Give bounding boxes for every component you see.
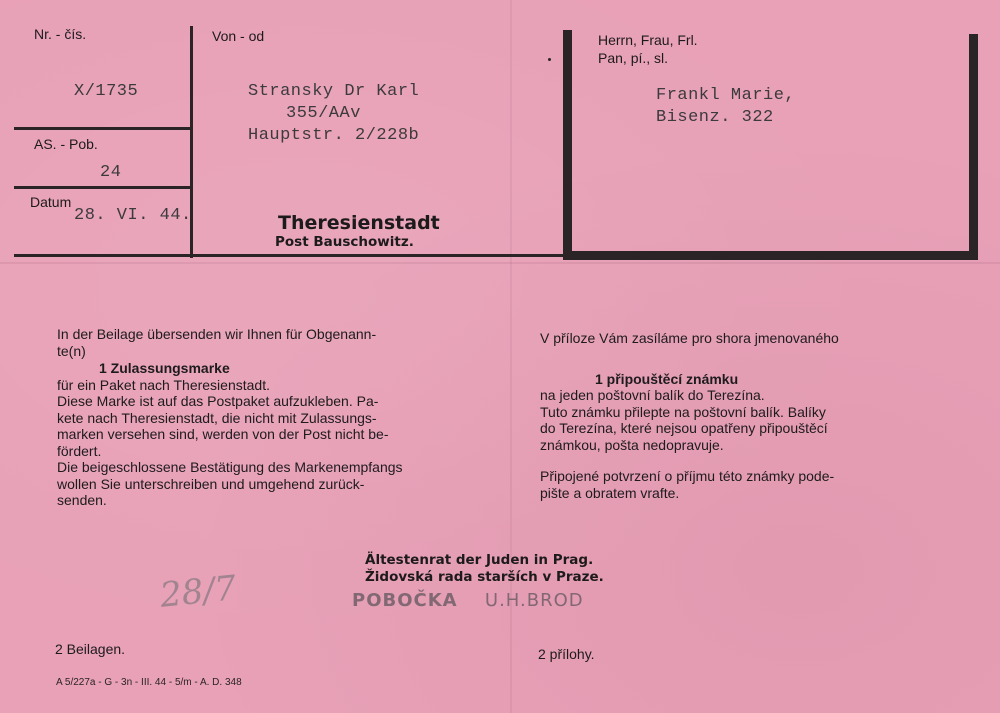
german-p1-5: fördert.	[57, 442, 102, 459]
place-post: Post Bauschowitz.	[275, 234, 414, 250]
stamp-text-1: POBOČKA	[352, 590, 458, 611]
german-p1-3: kete nach Theresienstadt, die nicht mit Zulassungs-	[57, 409, 377, 426]
czech-p2-1: Připojené potvrzení o příjmu této známky pode-	[540, 468, 835, 484]
recipient-box-bottom	[563, 251, 978, 260]
council-name-de: Ältestenrat der Juden in Prag.	[365, 552, 594, 568]
german-p1-4: marken versehen sind, werden von der Post nicht be-	[57, 426, 389, 442]
sender-street: Hauptstr. 2/228b	[248, 126, 420, 145]
form-print-code: A 5/227a - G - 3n - III. 44 - 5/m - A. D. 348	[56, 677, 242, 688]
pan-label: Pan, pí., sl.	[598, 50, 669, 66]
czech-p1-4: známkou, pošta nedopravuje.	[540, 436, 724, 453]
czech-p1-3: do Terezína, které nejsou opatřeny připouštěcí	[540, 420, 828, 436]
as-label: AS. - Pob.	[34, 136, 98, 152]
german-intro-2: te(n)	[57, 342, 86, 359]
recipient-box-right	[969, 34, 978, 256]
sender-block: 355/AAv	[286, 104, 361, 123]
czech-p1-1: na jeden poštovní balík do Terezína.	[540, 387, 765, 403]
ink-dot	[548, 58, 551, 61]
german-p2-2: wollen Sie unterschreiben und umgehend zurück-	[57, 475, 365, 492]
german-attachments: 2 Beilagen.	[55, 641, 126, 657]
divider-nr-as	[14, 127, 190, 130]
place-title: Theresienstadt	[278, 212, 440, 234]
german-text	[57, 326, 507, 509]
sender-name: Stransky Dr Karl	[248, 82, 420, 101]
german-p1-2: Diese Marke ist auf das Postpaket aufzukleben. Pa-	[57, 393, 379, 409]
datum-value: 28. VI. 44.	[74, 206, 192, 225]
nr-label: Nr. - čís.	[34, 26, 87, 42]
czech-item: 1 připouštěcí známku	[595, 370, 739, 387]
german-intro-1: In der Beilage übersenden wir Ihnen für Obgenann-	[57, 326, 377, 342]
german-p1-1: für ein Paket nach Theresienstadt.	[57, 376, 270, 393]
rubber-stamp	[352, 590, 584, 611]
as-value: 24	[100, 163, 122, 182]
german-p2-1: Die beigeschlossene Bestätigung des Markenempfangs	[57, 459, 403, 475]
german-p2-3: senden.	[57, 492, 107, 508]
recipient-address: Bisenz. 322	[656, 108, 774, 127]
stamp-text-2: U.H.BROD	[484, 590, 584, 611]
nr-value: X/1735	[74, 82, 139, 101]
von-label: Von - od	[212, 28, 265, 44]
recipient-box-left	[563, 30, 572, 258]
czech-p1-2: Tuto známku přilepte na poštovní balík. Balíky	[540, 403, 826, 420]
divider-header-bottom	[14, 254, 564, 257]
czech-p2-2: pište a obratem vrafte.	[540, 484, 680, 501]
herrn-label: Herrn, Frau, Frl.	[598, 32, 698, 48]
paper-fold	[0, 262, 1000, 264]
council-name-cz: Židovská rada starších v Praze.	[365, 569, 604, 585]
datum-label: Datum	[30, 194, 72, 210]
czech-text	[540, 330, 960, 501]
czech-intro-1: V příloze Vám zasíláme pro shora jmenovaného	[540, 330, 839, 346]
pencil-note: 28/7	[158, 568, 239, 616]
recipient-name: Frankl Marie,	[656, 86, 796, 105]
czech-attachments: 2 přílohy.	[538, 646, 595, 662]
german-item: 1 Zulassungsmarke	[99, 360, 230, 376]
divider-as-datum	[14, 186, 190, 189]
